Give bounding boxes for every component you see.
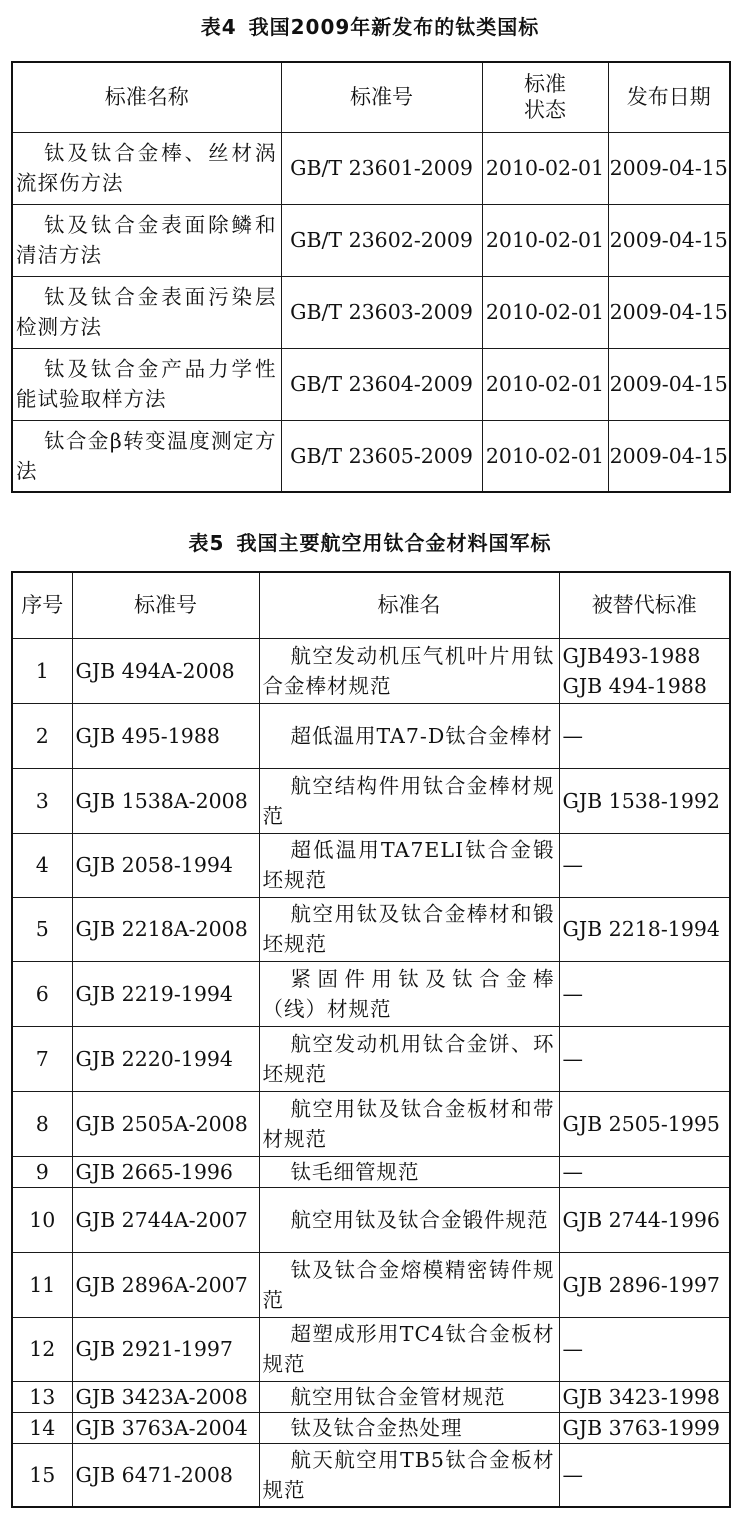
table5-replaced-line1: — bbox=[562, 723, 583, 748]
table5-cell-replaced bbox=[559, 1156, 730, 1187]
table5-cell-name: 钛毛细管规范 bbox=[259, 1156, 559, 1187]
table4-row bbox=[12, 348, 730, 420]
table5-cell-name: 钛及钛合金热处理 bbox=[259, 1412, 559, 1443]
table4-cell-code: GB/T 23604-2009 bbox=[281, 348, 482, 420]
table4-cell-date: 2009-04-15 bbox=[608, 276, 730, 348]
table5-cell-replaced bbox=[559, 703, 730, 768]
table4-cell-code: GB/T 23602-2009 bbox=[281, 204, 482, 276]
table5-replaced-line1: GJB 2896-1997 bbox=[562, 1272, 720, 1297]
table4-header-code: 标准号 bbox=[281, 62, 482, 132]
table5-replaced-line1: GJB 2505-1995 bbox=[562, 1111, 720, 1136]
table5-replaced-line1: — bbox=[562, 1462, 583, 1487]
table5-row bbox=[12, 1317, 730, 1381]
table5-row bbox=[12, 768, 730, 833]
table5-caption bbox=[0, 530, 740, 556]
table5-cell-code: GJB 1538A-2008 bbox=[72, 768, 259, 833]
table5-cell-seq: 6 bbox=[12, 961, 72, 1026]
table5-replaced-line1: GJB 2744-1996 bbox=[562, 1207, 720, 1232]
table5-cell-replaced bbox=[559, 768, 730, 833]
table5-cell-code: GJB 494A-2008 bbox=[72, 638, 259, 703]
table4-header-date: 发布日期 bbox=[608, 62, 730, 132]
table5-cell-code: GJB 2219-1994 bbox=[72, 961, 259, 1026]
table4-cell-status: 2010-02-01 bbox=[482, 204, 608, 276]
table5-cell-replaced bbox=[559, 961, 730, 1026]
table4-cell-status: 2010-02-01 bbox=[482, 132, 608, 204]
table5-replaced-line1: GJB 2218-1994 bbox=[562, 917, 720, 941]
table5-replaced-line1: GJB 1538-1992 bbox=[562, 788, 720, 813]
table4-cell-status: 2010-02-01 bbox=[482, 420, 608, 492]
table5-cell-code: GJB 3423A-2008 bbox=[72, 1381, 259, 1412]
table4-title: 我国2009年新发布的钛类国标 bbox=[248, 15, 540, 39]
table5-cell-name: 航空发动机用钛合金饼、环坯规范 bbox=[259, 1026, 559, 1091]
table5-header-row bbox=[12, 572, 730, 638]
table5-cell-replaced bbox=[559, 1317, 730, 1381]
table5-cell-code: GJB 495-1988 bbox=[72, 703, 259, 768]
table5-cell-seq: 1 bbox=[12, 638, 72, 703]
table5-cell-seq: 12 bbox=[12, 1317, 72, 1381]
table5-row bbox=[12, 961, 730, 1026]
table5-cell-code: GJB 2505A-2008 bbox=[72, 1091, 259, 1156]
table5-cell-replaced bbox=[559, 638, 730, 703]
table5-replaced-line1: — bbox=[562, 981, 583, 1006]
table4-row bbox=[12, 420, 730, 492]
table5-cell-code: GJB 2058-1994 bbox=[72, 833, 259, 897]
table5-cell-replaced bbox=[559, 1187, 730, 1252]
table5-cell-name: 超低温用TA7-D钛合金棒材 bbox=[259, 703, 559, 768]
table5-header-code: 标准号 bbox=[72, 572, 259, 638]
table4-cell-name: 钛合金β转变温度测定方法 bbox=[12, 420, 281, 492]
table5-cell-name: 航空用钛及钛合金锻件规范 bbox=[259, 1187, 559, 1252]
table4-header-status-line1: 标准 bbox=[524, 72, 566, 97]
table5-row bbox=[12, 897, 730, 961]
table5-cell-name: 紧固件用钛及钛合金棒（线）材规范 bbox=[259, 961, 559, 1026]
table5-cell-replaced bbox=[559, 1091, 730, 1156]
table5-number: 表5 bbox=[188, 531, 225, 555]
table4-cell-date: 2009-04-15 bbox=[608, 420, 730, 492]
table5-cell-code: GJB 2896A-2007 bbox=[72, 1252, 259, 1317]
table4-cell-date: 2009-04-15 bbox=[608, 204, 730, 276]
table4-cell-code: GB/T 23603-2009 bbox=[281, 276, 482, 348]
table4-header-status-line2: 状态 bbox=[524, 98, 566, 123]
table5-cell-replaced bbox=[559, 833, 730, 897]
table5-cell-name: 航空用钛合金管材规范 bbox=[259, 1381, 559, 1412]
table5-cell-code: GJB 6471-2008 bbox=[72, 1443, 259, 1507]
table5-title: 我国主要航空用钛合金材料国军标 bbox=[236, 531, 552, 555]
table4-header-name: 标准名称 bbox=[12, 62, 281, 132]
table5-cell-seq: 10 bbox=[12, 1187, 72, 1252]
table5-row bbox=[12, 1026, 730, 1091]
table5-row bbox=[12, 1252, 730, 1317]
table4-cell-status: 2010-02-01 bbox=[482, 348, 608, 420]
table5-replaced-line2: GJB 494-1988 bbox=[562, 673, 707, 698]
table4-cell-date: 2009-04-15 bbox=[608, 132, 730, 204]
table4-number: 表4 bbox=[200, 15, 237, 39]
table4-cell-code: GB/T 23605-2009 bbox=[281, 420, 482, 492]
table5-cell-replaced bbox=[559, 1381, 730, 1412]
table5-replaced-line1: GJB 3423-1998 bbox=[562, 1384, 720, 1409]
table5-row bbox=[12, 1443, 730, 1507]
table4-cell-date: 2009-04-15 bbox=[608, 348, 730, 420]
table5-cell-code: GJB 3763A-2004 bbox=[72, 1412, 259, 1443]
table4-cell-name: 钛及钛合金表面污染层检测方法 bbox=[12, 276, 281, 348]
table5-replaced-line1: — bbox=[562, 853, 583, 877]
table5-cell-seq: 15 bbox=[12, 1443, 72, 1507]
table5-cell-code: GJB 2744A-2007 bbox=[72, 1187, 259, 1252]
table5-cell-replaced bbox=[559, 1252, 730, 1317]
table5-cell-seq: 4 bbox=[12, 833, 72, 897]
table4-cell-name: 钛及钛合金表面除鳞和清洁方法 bbox=[12, 204, 281, 276]
table4-cell-code: GB/T 23601-2009 bbox=[281, 132, 482, 204]
table5-cell-name: 航空用钛及钛合金板材和带材规范 bbox=[259, 1091, 559, 1156]
table4-row bbox=[12, 276, 730, 348]
table5-cell-seq: 9 bbox=[12, 1156, 72, 1187]
table4-cell-name: 钛及钛合金棒、丝材涡流探伤方法 bbox=[12, 132, 281, 204]
table5-header-name: 标准名 bbox=[259, 572, 559, 638]
table5-cell-name: 超塑成形用TC4钛合金板材规范 bbox=[259, 1317, 559, 1381]
table5-row bbox=[12, 1412, 730, 1443]
table5-row bbox=[12, 1156, 730, 1187]
table5-row bbox=[12, 703, 730, 768]
table5-cell-name: 航空结构件用钛合金棒材规范 bbox=[259, 768, 559, 833]
table4-row bbox=[12, 132, 730, 204]
table5-cell-seq: 8 bbox=[12, 1091, 72, 1156]
table5-cell-seq: 3 bbox=[12, 768, 72, 833]
table5-replaced-line1: GJB 3763-1999 bbox=[562, 1415, 720, 1440]
table5 bbox=[11, 571, 731, 1508]
table5-cell-name: 航天航空用TB5钛合金板材规范 bbox=[259, 1443, 559, 1507]
table5-cell-seq: 5 bbox=[12, 897, 72, 961]
table5-cell-replaced bbox=[559, 1443, 730, 1507]
table5-replaced-line1: — bbox=[562, 1046, 583, 1071]
table5-header-seq: 序号 bbox=[12, 572, 72, 638]
table5-cell-seq: 14 bbox=[12, 1412, 72, 1443]
table5-cell-code: GJB 2665-1996 bbox=[72, 1156, 259, 1187]
table4-cell-name: 钛及钛合金产品力学性能试验取样方法 bbox=[12, 348, 281, 420]
table4-header-row bbox=[12, 62, 730, 132]
table4-cell-status: 2010-02-01 bbox=[482, 276, 608, 348]
table5-row bbox=[12, 833, 730, 897]
table5-replaced-line1: GJB493-1988 bbox=[562, 643, 701, 668]
table5-cell-code: GJB 2218A-2008 bbox=[72, 897, 259, 961]
table5-cell-name: 超低温用TA7ELI钛合金锻坯规范 bbox=[259, 833, 559, 897]
table5-cell-seq: 7 bbox=[12, 1026, 72, 1091]
table5-cell-code: GJB 2220-1994 bbox=[72, 1026, 259, 1091]
table5-row bbox=[12, 638, 730, 703]
table4-header-status bbox=[482, 62, 608, 132]
table5-replaced-line1: — bbox=[562, 1337, 583, 1361]
table4 bbox=[11, 61, 731, 493]
table4-caption bbox=[0, 14, 740, 40]
table5-row bbox=[12, 1091, 730, 1156]
table5-cell-replaced bbox=[559, 897, 730, 961]
table5-cell-name: 航空用钛及钛合金棒材和锻坯规范 bbox=[259, 897, 559, 961]
table5-cell-seq: 13 bbox=[12, 1381, 72, 1412]
table5-cell-name: 钛及钛合金熔模精密铸件规范 bbox=[259, 1252, 559, 1317]
table5-cell-seq: 2 bbox=[12, 703, 72, 768]
table4-row bbox=[12, 204, 730, 276]
table5-cell-replaced bbox=[559, 1412, 730, 1443]
table5-header-replaced: 被替代标准 bbox=[559, 572, 730, 638]
table5-row bbox=[12, 1381, 730, 1412]
table5-replaced-line1: — bbox=[562, 1159, 583, 1184]
table5-row bbox=[12, 1187, 730, 1252]
table5-cell-replaced bbox=[559, 1026, 730, 1091]
table5-cell-name: 航空发动机压气机叶片用钛合金棒材规范 bbox=[259, 638, 559, 703]
table5-cell-seq: 11 bbox=[12, 1252, 72, 1317]
table5-cell-code: GJB 2921-1997 bbox=[72, 1317, 259, 1381]
